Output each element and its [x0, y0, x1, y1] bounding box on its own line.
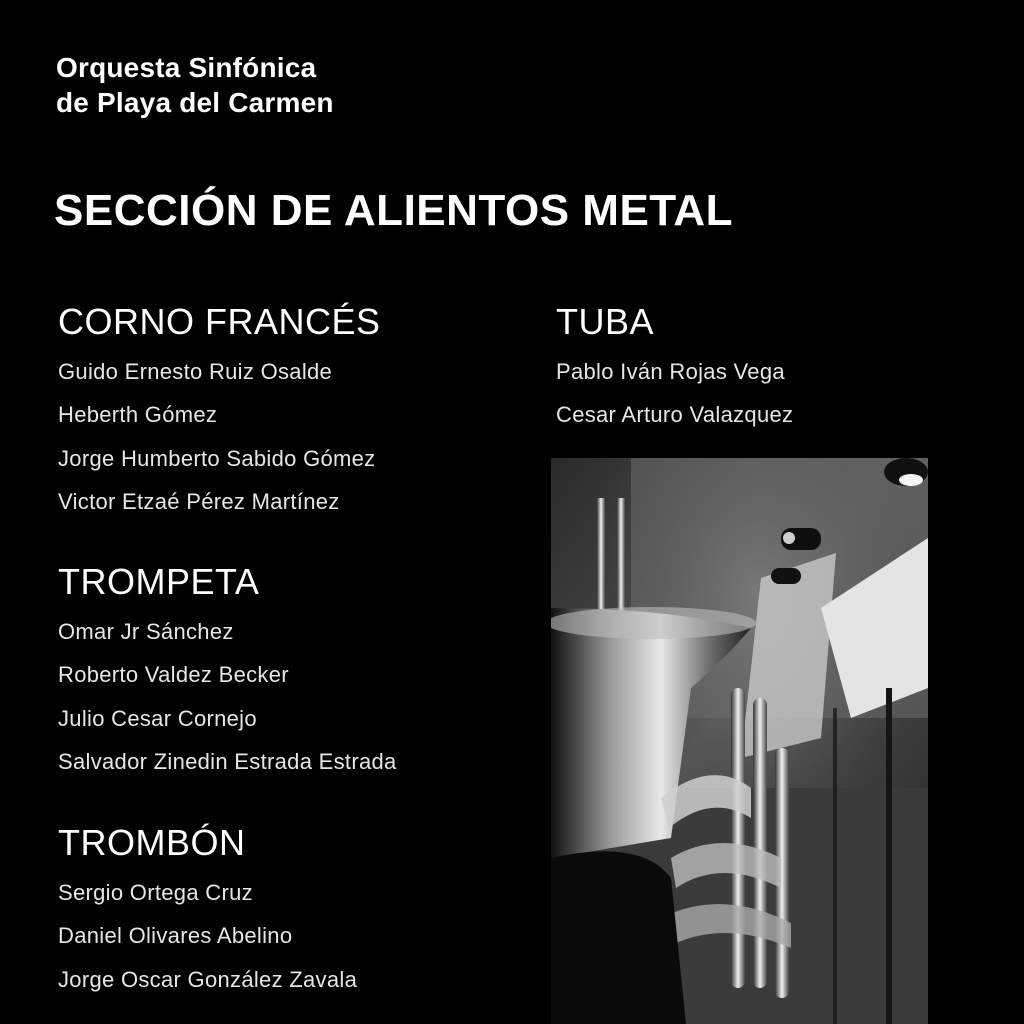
orchestra-name-line-2: de Playa del Carmen	[56, 87, 334, 118]
member-name: Jorge Humberto Sabido Gómez	[58, 445, 376, 471]
member-list	[58, 871, 357, 1001]
group-trompeta	[58, 560, 397, 783]
member-name: Omar Jr Sánchez	[58, 619, 234, 644]
orchestra-name	[56, 50, 334, 120]
member-name: Julio Cesar Cornejo	[58, 705, 257, 731]
member-name: Roberto Valdez Becker	[58, 662, 289, 688]
member-name: Daniel Olivares Abelino	[58, 923, 293, 949]
orchestra-name-line-1: Orquesta Sinfónica	[56, 52, 317, 83]
member-name: Heberth Gómez	[58, 402, 218, 428]
group-corno-frances	[58, 300, 381, 523]
group-title: TROMPETA	[58, 561, 260, 602]
member-name: Victor Etzaé Pérez Martínez	[58, 488, 340, 514]
member-list	[556, 350, 793, 437]
tuba-photo-icon	[551, 458, 928, 1024]
tuba-photo	[551, 458, 928, 1024]
group-trombon	[58, 821, 357, 1001]
member-name: Cesar Arturo Valazquez	[556, 402, 794, 428]
member-list	[58, 610, 397, 783]
member-name: Guido Ernesto Ruiz Osalde	[58, 359, 333, 384]
group-tuba	[556, 300, 793, 437]
member-name: Sergio Ortega Cruz	[58, 880, 253, 905]
member-list	[58, 350, 381, 523]
member-name: Salvador Zinedin Estrada Estrada	[58, 748, 397, 774]
group-title: TUBA	[556, 301, 655, 342]
group-title: TROMBÓN	[58, 822, 246, 863]
group-title: CORNO FRANCÉS	[58, 301, 381, 342]
member-name: Pablo Iván Rojas Vega	[556, 359, 785, 384]
section-title: SECCIÓN DE ALIENTOS METAL	[54, 186, 734, 235]
member-name: Jorge Oscar González Zavala	[58, 966, 358, 992]
